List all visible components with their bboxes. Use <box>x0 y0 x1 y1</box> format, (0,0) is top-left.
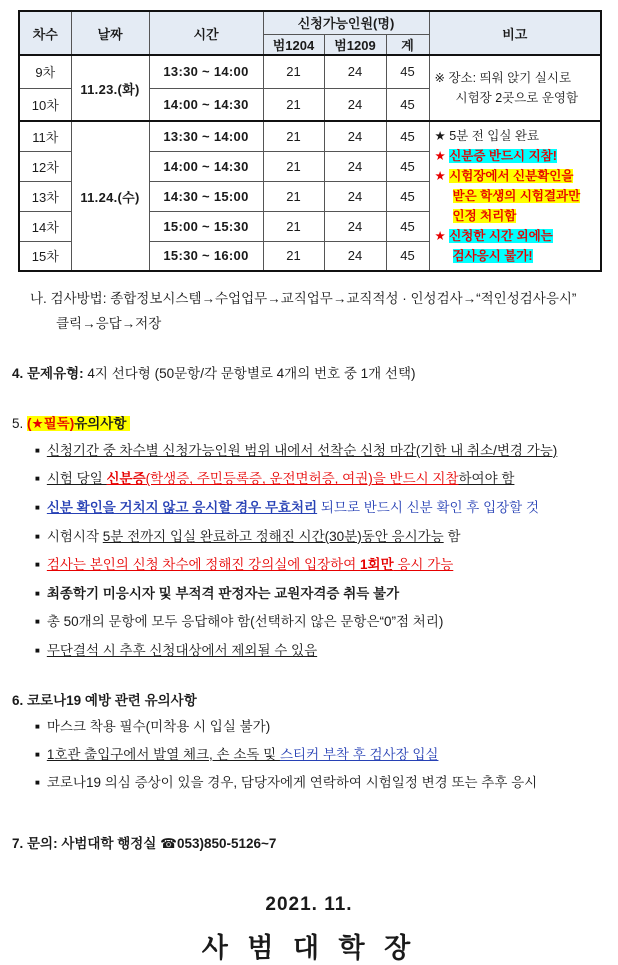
bullet-icon: ■ <box>35 749 40 759</box>
section5-bullet-list <box>0 441 618 661</box>
note-location-line1 <box>435 68 596 88</box>
cell-capacity-a: 21 <box>263 88 324 121</box>
note-item-entry <box>435 126 596 146</box>
note-idcheck-text3: 인정 처리함 <box>452 209 517 223</box>
section7-contact: 7. 문의: 사범대학 행정실 ☎053)850-5126~7 <box>12 836 277 852</box>
cell-capacity-b: 24 <box>324 55 386 88</box>
section4-label: 4. 문제유형: <box>12 365 84 381</box>
bullet-text: 되므로 반드시 신분 확인 후 입장할 것 <box>317 500 540 515</box>
cell-round: 14차 <box>19 211 71 241</box>
star-icon: ★ <box>434 149 446 163</box>
note-location-text1: 장소: 띄워 앉기 실시로 <box>448 71 572 85</box>
note-entry-text: 5분 전 입실 완료 <box>449 129 540 143</box>
col-header-note: 비고 <box>429 11 601 55</box>
bullet-text: 최종학기 미응시자 및 부적격 판정자는 교원자격증 취득 불가 <box>46 585 400 601</box>
note-item-idcheck-cont <box>435 206 596 226</box>
bullet-text: 하여야 함 <box>458 471 515 487</box>
cell-capacity-a: 21 <box>263 241 324 271</box>
col-header-room-1204: 범1204 <box>263 34 324 55</box>
col-header-capacity-group: 신청가능인원(명) <box>263 11 429 34</box>
bullet-icon: ■ <box>35 531 40 541</box>
cell-round: 12차 <box>19 151 71 181</box>
section5-mustread: (★필독) <box>27 415 75 431</box>
cell-capacity-b: 24 <box>324 211 386 241</box>
col-header-round: 차수 <box>19 11 71 55</box>
cell-capacity-sum: 45 <box>386 88 429 121</box>
cell-note-group2 <box>429 121 601 271</box>
cell-round: 13차 <box>19 181 71 211</box>
cell-time: 15:30 ~ 16:00 <box>149 241 263 271</box>
cell-time: 14:00 ~ 14:30 <box>149 88 263 121</box>
cell-capacity-a: 21 <box>263 55 324 88</box>
cell-capacity-a: 21 <box>263 151 324 181</box>
star-icon: ★ <box>434 229 446 243</box>
list-item <box>35 717 618 737</box>
bullet-icon: ■ <box>35 474 40 484</box>
cell-capacity-b: 24 <box>324 121 386 151</box>
bullet-text: 무단결석 시 추후 신청대상에서 제외될 수 있음 <box>46 642 318 658</box>
cell-date-group1: 11.23.(화) <box>71 55 149 121</box>
list-item <box>35 469 618 489</box>
bullet-icon: ■ <box>35 445 40 455</box>
reference-mark-icon: ※ <box>434 71 445 85</box>
bullet-text-once: 1회만 <box>360 557 394 573</box>
list-item <box>35 584 618 604</box>
bullet-text: 마스크 착용 필수(미착용 시 입실 불가) <box>46 719 271 735</box>
bullet-icon: ■ <box>35 645 40 655</box>
note-timeonly-text1: 신청한 시간 외에는 <box>449 229 553 243</box>
list-item <box>35 498 618 518</box>
bullet-icon: ■ <box>35 503 40 512</box>
bullet-text-id: 신분증 <box>106 471 146 487</box>
list-item <box>35 745 618 765</box>
col-header-room-1209: 범1209 <box>324 34 386 55</box>
col-header-sum: 계 <box>386 34 429 55</box>
section5-number: 5. <box>12 415 28 431</box>
star-icon: ★ <box>434 169 446 183</box>
note-item-id <box>435 146 596 166</box>
cell-capacity-sum: 45 <box>386 241 429 271</box>
list-item <box>35 773 618 793</box>
bullet-icon: ■ <box>35 777 40 787</box>
cell-capacity-sum: 45 <box>386 181 429 211</box>
bullet-text: 시험 당일 <box>46 471 107 487</box>
cell-capacity-sum: 45 <box>386 151 429 181</box>
section4-text: 4지 선다형 (50문항/각 문항별로 4개의 번호 중 1개 선택) <box>83 365 416 381</box>
cell-round: 9차 <box>19 55 71 88</box>
note-id-text: 신분증 반드시 지참! <box>449 149 557 163</box>
cell-round: 15차 <box>19 241 71 271</box>
note-location-line2: 시험장 2곳으로 운영함 <box>455 91 579 105</box>
bullet-icon: ■ <box>35 617 40 627</box>
col-header-date: 날짜 <box>71 11 149 55</box>
footer-date: 2021. 11. <box>265 894 353 916</box>
bullet-text: 총 50개의 문항에 모두 응답해야 함(선택하지 않은 문항은“0”점 처리) <box>46 614 444 630</box>
bullet-text: 1호관 출입구에서 발열 체크, 손 소독 및 <box>46 746 280 762</box>
section6-title: 6. 코로나19 예방 관련 유의사항 <box>12 693 197 709</box>
cell-capacity-sum: 45 <box>386 121 429 151</box>
bullet-text: 함 <box>443 528 461 544</box>
note-timeonly-text2: 검사응시 불가! <box>452 249 533 263</box>
bullet-text: 5분 전까지 입실 완료하고 정해진 시간(30분)동안 응시가능 <box>102 528 444 544</box>
list-item <box>35 527 618 547</box>
cell-capacity-b: 24 <box>324 88 386 121</box>
section5-title <box>12 412 618 432</box>
cell-capacity-b: 24 <box>324 151 386 181</box>
bullet-text: 신청기간 중 차수별 신청가능인원 범위 내에서 선착순 신청 마감(기한 내 취소/변경 가능) <box>46 442 558 458</box>
bullet-text-invalid: 신분 확인을 거치지 않고 응시할 경우 무효처리 <box>46 500 318 515</box>
note-item-timeonly-cont <box>435 246 596 266</box>
bullet-text-sticker: 스티커 부착 후 검사장 입실 <box>279 746 439 762</box>
schedule-table <box>18 10 602 272</box>
cell-capacity-b: 24 <box>324 241 386 271</box>
table-row <box>19 55 601 88</box>
cell-capacity-b: 24 <box>324 181 386 211</box>
bullet-text: 검사는 본인의 신청 차수에 정해진 강의실에 입장하여 <box>46 557 361 573</box>
cell-capacity-a: 21 <box>263 181 324 211</box>
table-row <box>19 121 601 151</box>
section5-title-text: 유의사항 <box>74 415 127 431</box>
col-header-time: 시간 <box>149 11 263 55</box>
bullet-text: 코로나19 의심 증상이 있을 경우, 담당자에게 연락하여 시험일정 변경 또는 추후 응시 <box>46 774 538 790</box>
footer-signer: 사 범 대 학 장 <box>201 933 417 964</box>
cell-capacity-a: 21 <box>263 211 324 241</box>
note-idcheck-text1: 시험장에서 신분확인을 <box>449 169 574 183</box>
cell-capacity-sum: 45 <box>386 211 429 241</box>
cell-note-group1 <box>429 55 601 121</box>
bullet-text: 시험시작 <box>46 528 103 544</box>
cell-round: 11차 <box>19 121 71 151</box>
bullet-text: (학생증, 주민등록증, 운전면허증, 여권)을 반드시 지참 <box>145 471 459 487</box>
cell-time: 14:00 ~ 14:30 <box>149 151 263 181</box>
cell-time: 15:00 ~ 15:30 <box>149 211 263 241</box>
method-line1: 나. 검사방법: 종합정보시스템→수업업무→교직업무→교직적성 · 인성검사→“적인성검사응시” <box>30 291 577 306</box>
star-icon: ★ <box>434 129 446 143</box>
note-idcheck-text2: 받은 학생의 시험결과만 <box>452 189 581 203</box>
cell-time: 14:30 ~ 15:00 <box>149 181 263 211</box>
cell-capacity-a: 21 <box>263 121 324 151</box>
section4-question-type <box>12 362 618 382</box>
list-item <box>35 555 618 575</box>
cell-date-group2: 11.24.(수) <box>71 121 149 271</box>
section5-title-highlight <box>27 416 130 431</box>
list-item <box>35 641 618 661</box>
bullet-icon: ■ <box>35 588 40 598</box>
bullet-text: 응시 가능 <box>393 557 454 573</box>
note-item-timeonly <box>435 226 596 246</box>
section6-bullet-list <box>0 717 618 792</box>
list-item <box>35 612 618 632</box>
note-item-idcheck <box>435 166 596 186</box>
note-item-idcheck-cont <box>435 186 596 206</box>
method-line2: 클릭→응답→저장 <box>56 315 162 331</box>
cell-time: 13:30 ~ 14:00 <box>149 55 263 88</box>
bullet-icon: ■ <box>35 560 40 570</box>
cell-time: 13:30 ~ 14:00 <box>149 121 263 151</box>
list-item <box>35 441 618 461</box>
cell-round: 10차 <box>19 88 71 121</box>
bullet-icon: ■ <box>35 722 40 732</box>
cell-capacity-sum: 45 <box>386 55 429 88</box>
